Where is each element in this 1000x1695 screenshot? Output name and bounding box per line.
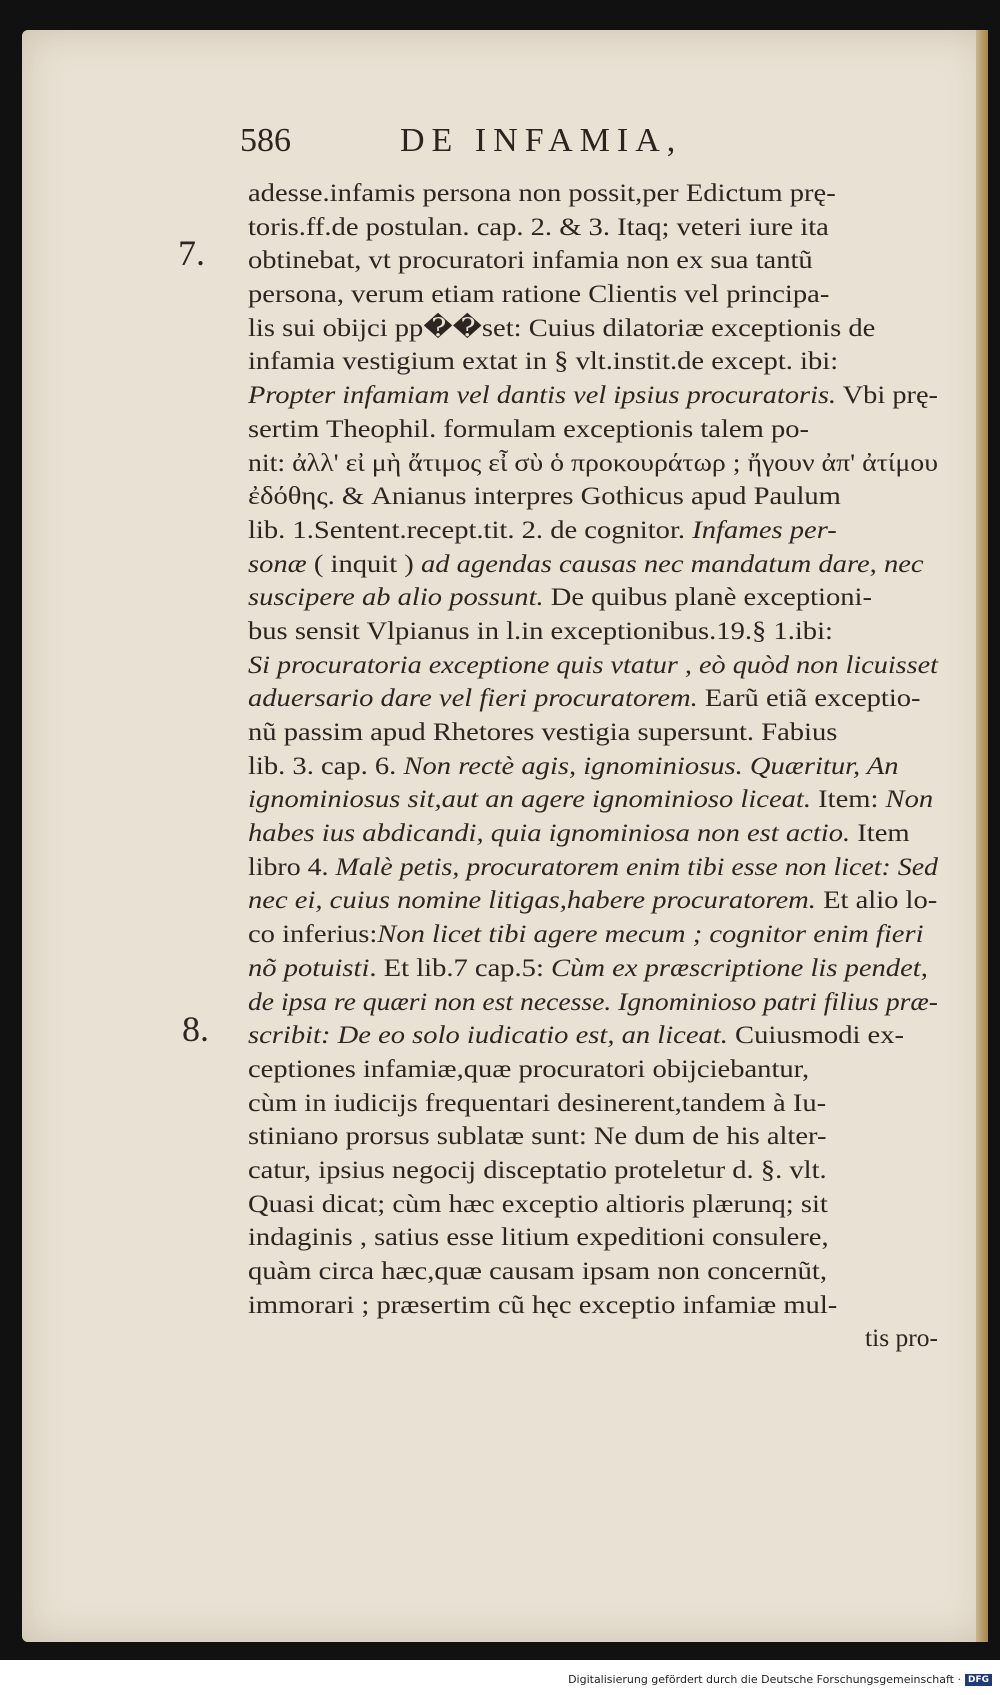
text-line <box>248 782 938 816</box>
italic-segment: Si procuratoria exceptione quis vtatur , eò quòd non licuisset <box>248 649 938 679</box>
text-line <box>248 243 938 277</box>
text-line <box>248 378 938 412</box>
page-edge <box>976 30 988 1642</box>
text-segment: Quasi dicat; cùm hæc exceptio altioris plærunq; sit <box>248 1188 828 1218</box>
margin-number-7: 7. <box>178 233 205 273</box>
text-segment: catur, ipsius negocij disceptatio proteletur d. §. vlt. <box>248 1154 827 1184</box>
italic-segment: ignominiosus sit,aut an agere ignominioso liceat. <box>248 784 811 814</box>
italic-segment: habes ius abdicandi, quia ignominiosa non est actio. <box>248 818 851 848</box>
italic-segment: Propter infamiam vel dantis vel ipsius procuratoris. <box>248 380 837 410</box>
text-line <box>248 1220 938 1254</box>
text-line <box>248 985 938 1019</box>
text-line <box>248 1086 938 1120</box>
text-line <box>248 1321 938 1355</box>
text-segment: Cuiusmodi ex- <box>727 1020 905 1050</box>
text-segment: persona, verum etiam ratione Clientis vel principa- <box>248 279 830 309</box>
running-head <box>220 122 940 172</box>
text-segment: tis pro- <box>865 1323 938 1353</box>
text-segment: indaginis , satius esse litium expeditioni consulere, <box>248 1222 829 1252</box>
text-line <box>248 614 938 648</box>
italic-segment: Infames per- <box>692 514 837 544</box>
footer-credit <box>568 1673 992 1686</box>
italic-segment: Malè petis, procuratorem enim tibi esse non licet: Sed <box>335 851 938 881</box>
text-line <box>248 1018 938 1052</box>
text-segment: immorari ; præsertim cũ hęc exceptio infamiæ mul- <box>248 1289 838 1319</box>
text-line <box>248 513 938 547</box>
text-segment: De quibus planè exceptioni- <box>543 582 872 612</box>
text-segment: stiniano prorsus sublatæ sunt: Ne dum de his alter- <box>248 1121 827 1151</box>
italic-segment: nõ potuisti <box>248 952 370 982</box>
text-line <box>248 547 938 581</box>
text-line <box>248 681 938 715</box>
italic-segment: nec ei, cuius nomine litigas,habere procuratorem. <box>248 885 816 915</box>
text-line <box>248 1119 938 1153</box>
text-line <box>248 1052 938 1086</box>
text-segment: Vbi prę- <box>836 380 938 410</box>
text-line <box>248 648 938 682</box>
text-line <box>248 1187 938 1221</box>
text-line <box>248 176 938 210</box>
text-segment: Et alio lo- <box>815 885 938 915</box>
text-line <box>248 917 938 951</box>
text-line <box>248 816 938 850</box>
text-segment: ( inquit ) <box>306 548 421 578</box>
text-segment: lib. 1.Sentent.recept.tit. 2. de cognitor. <box>248 514 693 544</box>
italic-segment: sonæ <box>248 548 307 578</box>
italic-segment: Non rectè agis, ignominiosus. Quæritur, An <box>403 750 899 780</box>
text-segment: obtinebat, vt procuratori infamia non ex sua tantũ <box>248 245 813 275</box>
text-line <box>248 311 938 345</box>
text-segment: libro 4. <box>248 851 336 881</box>
text-segment: ceptiones infamiæ,quæ procuratori obijciebantur, <box>248 1053 810 1083</box>
italic-segment: Cùm ex præscriptione lis pendet, <box>551 952 928 982</box>
text-line <box>248 210 938 244</box>
text-line <box>248 446 938 480</box>
margin-number-8: 8. <box>182 1009 209 1049</box>
italic-segment: de ipsa re quæri non est necesse. Ignominioso patri filius præ- <box>248 986 939 1016</box>
text-segment: . Et lib.7 cap.5: <box>369 952 552 982</box>
text-segment: quàm circa hæc,quæ causam ipsam non concernũt, <box>248 1256 827 1285</box>
text-line <box>248 412 938 446</box>
text-segment: Item: <box>810 784 886 814</box>
text-segment: toris.ff.de postulan. cap. 2. & 3. Itaq; veteri iure ita <box>248 211 829 241</box>
dfg-logo: DFG <box>965 1674 992 1686</box>
text-segment: sertim Theophil. formulam exceptionis talem po- <box>248 413 810 443</box>
page-number: 586 <box>240 122 291 159</box>
text-segment: co inferius: <box>248 919 378 949</box>
text-line <box>248 850 938 884</box>
text-segment: bus sensit Vlpianus in l.in exceptionibus.19.§ 1.ibi: <box>248 615 833 645</box>
text-segment: adesse.infamis persona non possit,per Edictum prę- <box>248 178 836 207</box>
italic-segment: suscipere ab alio possunt. <box>248 582 544 612</box>
text-line <box>248 344 938 378</box>
body-text <box>248 176 938 1355</box>
italic-segment: scribit: De eo solo iudicatio est, an liceat. <box>248 1020 728 1050</box>
text-line <box>248 951 938 985</box>
running-title: DE INFAMIA, <box>400 122 683 159</box>
italic-segment: Non licet tibi agere mecum ; cognitor enim fieri <box>377 919 924 949</box>
text-line <box>248 1153 938 1187</box>
text-line <box>248 479 938 513</box>
text-line <box>248 1254 938 1288</box>
text-segment: nũ passim apud Rhetores vestigia supersunt. Fabius <box>248 717 838 746</box>
text-segment: ἐδόθης. & Anianus interpres Gothicus apud Paulum <box>248 481 841 511</box>
text-line <box>248 277 938 311</box>
text-segment: lis sui obijci pp��set: Cuius dilatoriæ exceptionis de <box>248 312 876 342</box>
text-segment: Item <box>850 818 910 848</box>
italic-segment: Non <box>885 784 934 814</box>
text-line <box>248 580 938 614</box>
credit-text: Digitalisierung gefördert durch die Deutsche Forschungsgemeinschaft · <box>568 1673 961 1686</box>
text-segment: nit: ἀλλ' εἰ μὴ ἄτιμος εἶ σὺ ὁ προκουράτωρ ; ἤγουν ἀπ' ἀτίμου <box>248 447 938 477</box>
italic-segment: ad agendas causas nec mandatum dare, nec <box>420 548 924 578</box>
text-segment: cùm in iudicijs frequentari desinerent,tandem à Iu- <box>248 1087 827 1117</box>
italic-segment: aduersario dare vel fieri procuratorem. <box>248 683 698 713</box>
text-segment: infamia vestigium extat in § vlt.instit.de except. ibi: <box>248 346 839 376</box>
text-line <box>248 715 938 749</box>
text-segment: Earũ etiã exceptio- <box>697 683 921 713</box>
text-line <box>248 1288 938 1322</box>
text-line <box>248 749 938 783</box>
text-segment: lib. 3. cap. 6. <box>248 750 404 780</box>
text-line <box>248 883 938 917</box>
